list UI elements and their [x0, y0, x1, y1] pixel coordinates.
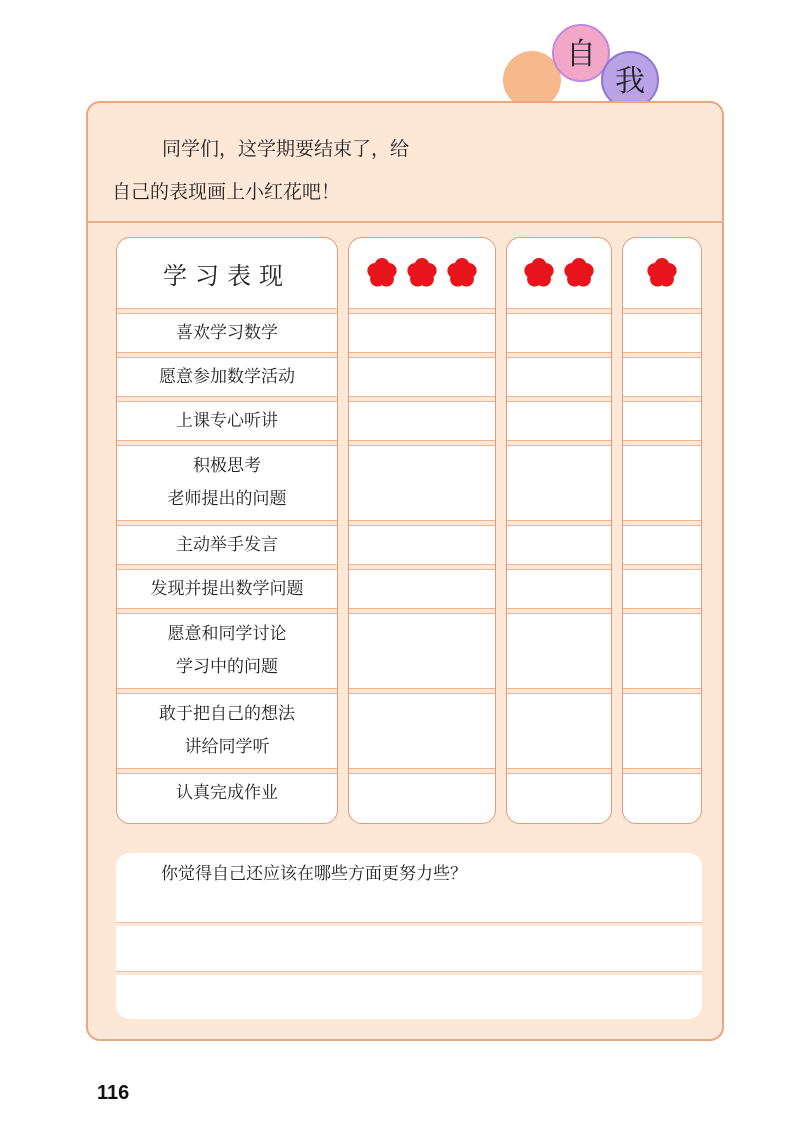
rating-column-three-flowers: [348, 237, 496, 824]
row-separator: [349, 396, 495, 402]
row-separator: [623, 352, 701, 358]
row-label-line: 认真完成作业: [176, 782, 278, 803]
row-separator: [349, 768, 495, 774]
flower-group: [645, 256, 679, 290]
row-label-line: 喜欢学习数学: [176, 322, 278, 343]
row-label-line: 愿意和同学讨论: [167, 624, 287, 644]
table-row-label: [117, 570, 337, 608]
table-row-label: [117, 774, 337, 812]
intro-text: [112, 128, 492, 214]
row-label-line: 学习中的问题: [176, 657, 278, 677]
badge-char-2: 我: [615, 64, 645, 99]
row-label-line: 发现并提出数学问题: [150, 578, 304, 599]
label-column-header: [117, 238, 337, 308]
flower-group: [365, 256, 479, 290]
row-separator: [507, 396, 611, 402]
row-separator: [507, 564, 611, 570]
row-separator: [623, 564, 701, 570]
table-row-label: [117, 694, 337, 768]
rating-column-one-flower: [622, 237, 702, 824]
row-separator: [349, 440, 495, 446]
header-title: 学习表现: [163, 261, 291, 290]
one-flower-header: [623, 238, 701, 308]
section-divider: [86, 221, 724, 223]
row-separator: [507, 688, 611, 694]
badge-char-1: 自: [566, 37, 596, 72]
row-separator: [623, 396, 701, 402]
row-label-line: 讲给同学听: [184, 737, 270, 757]
flower-group: [522, 256, 596, 290]
row-separator: [507, 520, 611, 526]
reflection-question: 你觉得自己还应该在哪些方面更努力些？: [161, 864, 467, 884]
row-label-line: 积极思考: [193, 456, 261, 476]
red-flower-icon: [562, 256, 596, 290]
row-separator: [623, 440, 701, 446]
performance-label-column: [116, 237, 338, 824]
row-separator: [623, 768, 701, 774]
writing-line: [116, 922, 702, 926]
row-separator: [349, 308, 495, 314]
row-separator: [349, 564, 495, 570]
writing-line: [116, 971, 702, 975]
row-separator: [507, 308, 611, 314]
reflection-box: [116, 853, 702, 1019]
row-separator: [507, 352, 611, 358]
table-row-label: [117, 314, 337, 352]
table-row-label: [117, 358, 337, 396]
row-separator: [349, 352, 495, 358]
intro-line-2: 自己的表现画上小红花吧！: [112, 181, 341, 203]
red-flower-icon: [445, 256, 479, 290]
table-row-label: [117, 446, 337, 520]
row-label-line: 主动举手发言: [176, 534, 278, 555]
two-flowers-header: [507, 238, 611, 308]
row-label-line: 愿意参加数学活动: [159, 366, 295, 387]
three-flowers-header: [349, 238, 495, 308]
row-label-line: 老师提出的问题: [167, 489, 287, 509]
row-separator: [623, 608, 701, 614]
row-separator: [349, 608, 495, 614]
page-number: 116: [97, 1082, 130, 1104]
row-separator: [623, 308, 701, 314]
row-separator: [623, 520, 701, 526]
red-flower-icon: [522, 256, 556, 290]
red-flower-icon: [365, 256, 399, 290]
row-separator: [507, 440, 611, 446]
table-row-label: [117, 614, 337, 688]
rating-column-two-flowers: [506, 237, 612, 824]
row-label-line: 敢于把自己的想法: [159, 704, 295, 724]
row-label-line: 上课专心听讲: [176, 410, 278, 431]
row-separator: [349, 520, 495, 526]
row-separator: [507, 768, 611, 774]
red-flower-icon: [405, 256, 439, 290]
row-separator: [623, 688, 701, 694]
row-separator: [349, 688, 495, 694]
table-row-label: [117, 402, 337, 440]
red-flower-icon: [645, 256, 679, 290]
intro-line-1: 同学们，这学期要结束了，给: [162, 138, 410, 160]
table-row-label: [117, 526, 337, 564]
row-separator: [507, 608, 611, 614]
